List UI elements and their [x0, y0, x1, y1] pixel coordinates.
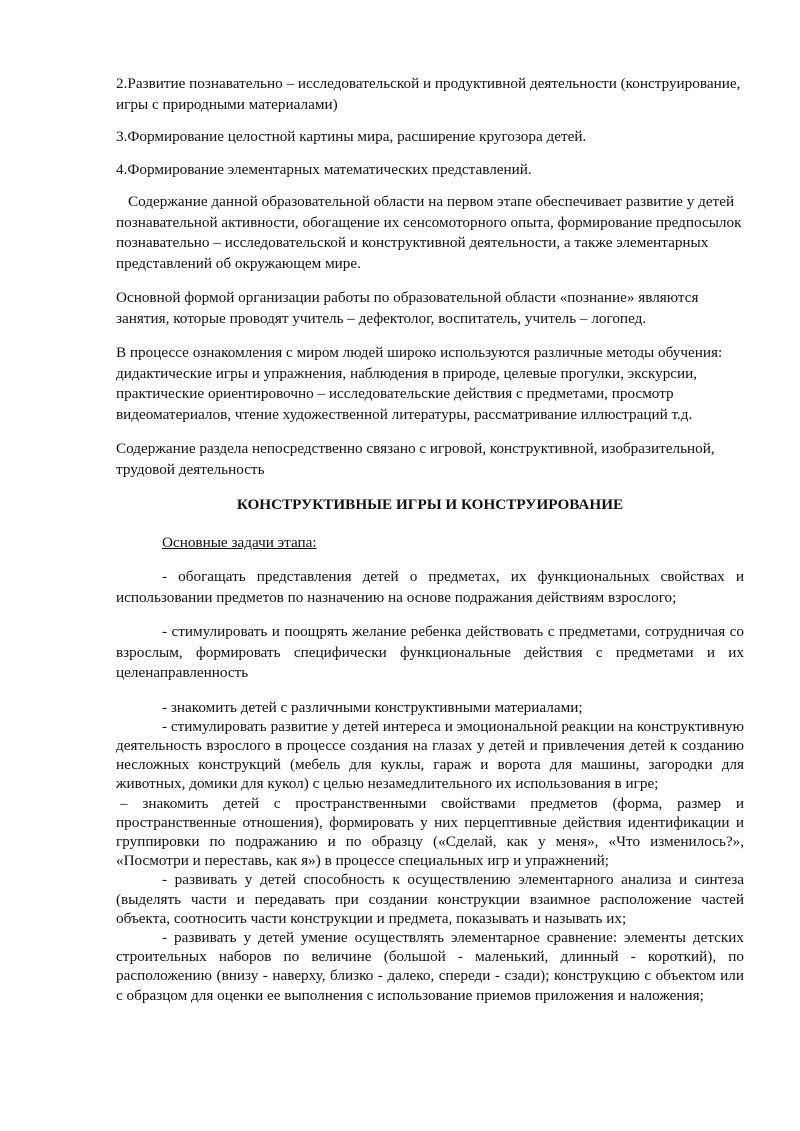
document-page — [116, 74, 744, 1005]
task-item: - стимулировать развитие у детей интереса и эмоциональной реакции на конструктивную деятельность взрослого в процессе создания на глазах у детей и привлечения детей к созданию несложных конструкций (мебель для куклы, гараж и ворота для машины, загородки для животных, домики для кукол) с целью незамедлительного их использования в игре; — [116, 717, 744, 793]
task-item: - развивать у детей умение осуществлять элементарное сравнение: элементы детских строительных наборов по величине (большой - маленький, длинный - короткий), по расположению (внизу - наверху, близко - далеко, спереди - сзади); конструкцию с объектом или с образцом для оценки ее выполнения с использование приемов приложения и наложения; — [116, 928, 744, 1004]
paragraph-methods: В процессе ознакомления с миром людей широко используются различные методы обучения: дидактические игры и упражнения, наблюдения в природе, целевые прогулки, экскурсии, практические ориентировочно – исследовательские действия с предметами, просмотр видеоматериалов, чтение художественной литературы, рассматривание иллюстраций т.д. — [116, 344, 723, 423]
paragraph-content: Содержание данной образовательной области на первом этапе обеспечивает развитие у детей познавательной активности, обогащение их сенсомоторного опыта, формирование предпосылок познавательно – исследовательской и конструктивной деятельности, а также элементарных представлений об окружающем мире. — [116, 193, 742, 272]
paragraph-form: Основной формой организации работы по образовательной области «познание» являются занятия, которые проводят учитель – дефектолог, воспитатель, учитель – логопед. — [116, 289, 699, 327]
task-item: – знакомить детей с пространственными свойствами предметов (форма, размер и пространственные отношения), формировать у них перцептивные действия идентификации и группировки по подражанию и по образцу («Сделай, как у меня», «Что изменилось?», «Посмотри и переставь, как я») в процессе специальных игр и упражнений; — [116, 794, 744, 870]
section-heading: КОНСТРУКТИВНЫЕ ИГРЫ И КОНСТРУИРОВАНИЕ — [236, 496, 624, 513]
task-item: - обогащать представления детей о предметах, их функциональных свойствах и использовании предметов по назначению на основе подражания действиям взрослого; — [116, 568, 744, 606]
task-item: - знакомить детей с различными конструктивными материалами; — [162, 698, 583, 716]
task-item: - стимулировать и поощрять желание ребенка действовать с предметами, сотрудничая со взрослым, формировать специфически функциональные действия с предметами и их целенаправленность — [116, 623, 744, 681]
list-item-4: 4.Формирование элементарных математических представлений. — [116, 160, 532, 178]
task-item: - развивать у детей способность к осуществлению элементарного анализа и синтеза (выделять части и передавать при создании конструкции взаимное расположение частей объекта, соотносить части конструкции и предмета, показывать и называть их; — [116, 871, 744, 927]
list-item-2: 2.Развитие познавательно – исследовательской и продуктивной деятельности (конструирование, игры с природными материалами) — [116, 75, 741, 113]
tasks-heading: Основные задачи этапа: — [162, 533, 317, 551]
list-item-3: 3.Формирование целостной картины мира, расширение кругозора детей. — [116, 128, 587, 145]
paragraph-relation: Содержание раздела непосредственно связано с игровой, конструктивной, изобразительной, трудовой деятельность — [116, 440, 715, 478]
